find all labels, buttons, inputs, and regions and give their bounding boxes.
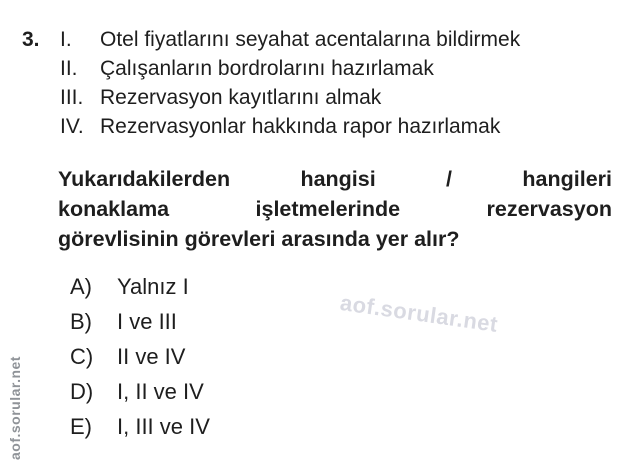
statement-text: Çalışanların bordrolarını hazırlamak xyxy=(100,57,434,80)
option-letter: B) xyxy=(70,309,92,334)
statement-row-1 xyxy=(60,25,625,54)
option-a[interactable] xyxy=(70,274,210,309)
option-letter: C) xyxy=(70,344,94,369)
watermark-vertical: aof.sorular.net xyxy=(7,356,23,460)
watermark-diagonal: aof.sorular.net xyxy=(338,290,500,337)
statement-row-4 xyxy=(60,112,625,141)
option-e[interactable] xyxy=(70,414,210,449)
answer-options-list xyxy=(70,274,210,449)
option-c[interactable] xyxy=(70,344,210,379)
statement-list xyxy=(60,25,625,141)
statement-numeral: IV. xyxy=(60,115,84,138)
option-letter: E) xyxy=(70,414,92,439)
statement-numeral: III. xyxy=(60,86,84,109)
statement-text: Rezervasyon kayıtlarını almak xyxy=(100,86,382,109)
option-d[interactable] xyxy=(70,379,210,414)
statement-numeral: II. xyxy=(60,57,78,80)
question-number: 3. xyxy=(22,28,40,51)
question-stem-line: görevlisinin görevleri arasında yer alır? xyxy=(58,227,460,251)
statement-row-2 xyxy=(60,54,625,83)
statement-numeral: I. xyxy=(60,28,72,51)
option-text: II ve IV xyxy=(117,344,186,369)
statement-row-3 xyxy=(60,83,625,112)
option-b[interactable] xyxy=(70,309,210,344)
option-letter: D) xyxy=(70,379,94,404)
question-stem-line: konaklama işletmelerinde rezervasyon xyxy=(58,197,612,221)
option-letter: A) xyxy=(70,274,92,299)
question-stem xyxy=(58,164,612,254)
option-text: I ve III xyxy=(117,309,177,334)
option-text: Yalnız I xyxy=(117,274,189,299)
option-text: I, II ve IV xyxy=(117,379,204,404)
statement-text: Rezervasyonlar hakkında rapor hazırlamak xyxy=(100,115,501,138)
question-stem-line: Yukarıdakilerden hangisi / hangileri xyxy=(58,167,612,191)
option-text: I, III ve IV xyxy=(117,414,210,439)
statement-text: Otel fiyatlarını seyahat acentalarına bildirmek xyxy=(100,28,521,51)
